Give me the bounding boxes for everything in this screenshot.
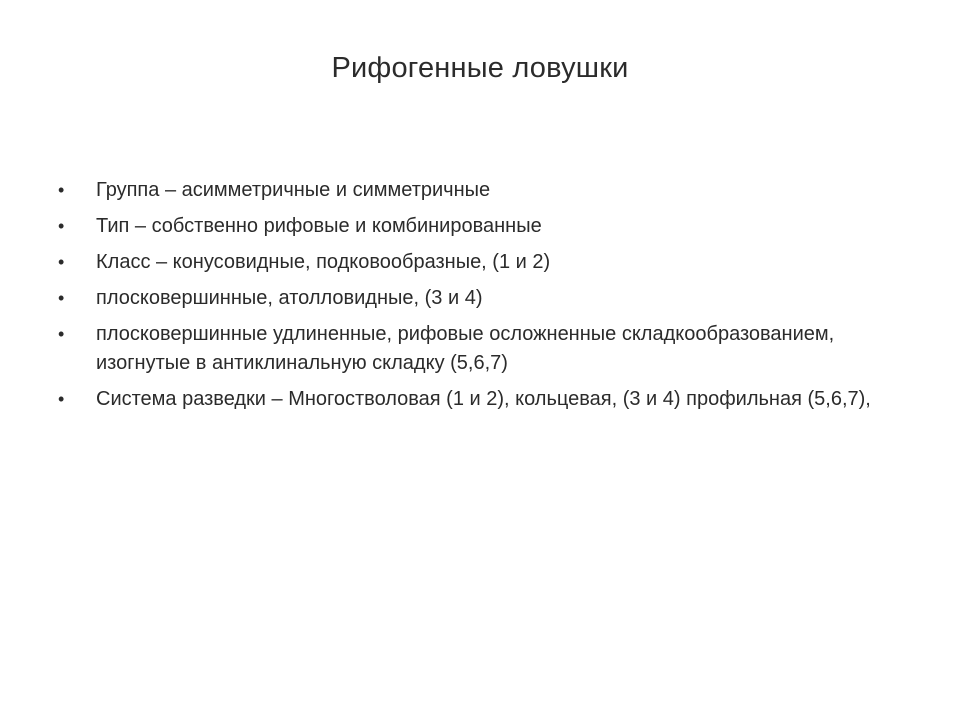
bullet-text: плосковершинные, атолловидные, (3 и 4) xyxy=(96,287,483,309)
bullet-icon: • xyxy=(58,288,65,308)
bullet-icon: • xyxy=(58,180,65,200)
bullet-text: Класс – конусовидные, подковообразные, (1 и 2) xyxy=(96,251,551,273)
bullet-item-5 xyxy=(58,320,898,378)
bullet-text: плосковершинные удлиненные, рифовые осложненные складкообразованием, изогнутые в антиклинальную складку (5,6,7) xyxy=(96,323,835,374)
bullet-text: Группа – асимметричные и симметричные xyxy=(96,179,491,201)
bullet-item-2 xyxy=(58,212,898,241)
bullet-icon: • xyxy=(58,216,65,236)
bullet-icon: • xyxy=(58,324,65,344)
bullet-icon: • xyxy=(58,252,65,272)
bullet-item-1 xyxy=(58,176,898,205)
bullet-list xyxy=(58,176,898,421)
slide-title: Рифогенные ловушки xyxy=(331,52,629,84)
bullet-item-3 xyxy=(58,248,898,277)
bullet-text: Система разведки – Многостволовая (1 и 2), кольцевая, (3 и 4) профильная (5,6,7), xyxy=(96,388,871,410)
bullet-icon: • xyxy=(58,389,65,409)
bullet-item-6 xyxy=(58,385,898,414)
bullet-text: Тип – собственно рифовые и комбинированные xyxy=(96,215,542,237)
bullet-item-4 xyxy=(58,284,898,313)
